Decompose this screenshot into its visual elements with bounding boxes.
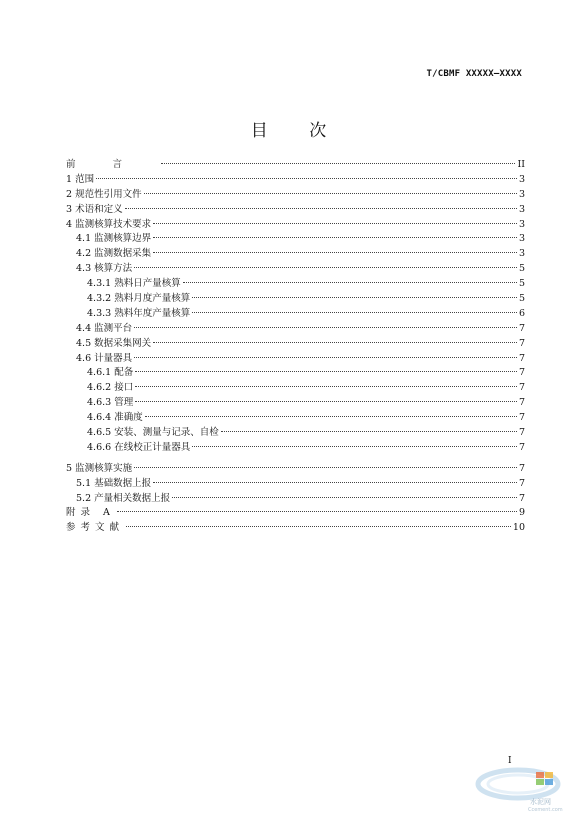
toc-entry[interactable] [66, 462, 525, 477]
watermark-logo [470, 760, 570, 812]
toc-leader-dots [161, 163, 515, 164]
toc-leader-dots [153, 252, 517, 253]
toc-entry-page: 9 [518, 507, 525, 519]
toc-entry[interactable] [66, 247, 525, 262]
standard-code: T/CBMF XXXXX—XXXX [426, 69, 522, 79]
toc-entry-label: 4.6.3 管理 [87, 397, 134, 409]
toc-leader-dots [153, 223, 517, 224]
toc-entry-label: 4.6.1 配备 [87, 367, 134, 379]
toc-leader-dots [134, 357, 517, 358]
toc-entry-label: 5.2 产量相关数据上报 [76, 492, 171, 504]
toc-entry-page: 3 [518, 218, 525, 230]
toc-entry-page: 7 [518, 382, 525, 394]
toc-entry-label: 5.1 基础数据上报 [76, 477, 152, 489]
toc-entry-page: 7 [518, 367, 525, 379]
toc-entry-label: 5 监测核算实施 [66, 462, 133, 474]
toc-leader-dots [192, 312, 517, 313]
toc-entry-label: 4.5 数据采集网关 [76, 337, 152, 349]
toc-entry-page: 7 [518, 397, 525, 409]
toc-entry[interactable] [66, 218, 525, 233]
toc-entry-label: 4.6.4 准确度 [87, 412, 143, 424]
toc-entry[interactable] [66, 262, 525, 277]
toc-entry[interactable] [66, 158, 525, 173]
toc-leader-dots [135, 371, 517, 372]
toc-entry[interactable] [66, 277, 525, 292]
toc-entry-page: 7 [518, 412, 525, 424]
toc-entry-label: 1 范围 [66, 173, 95, 185]
toc-entry[interactable] [66, 352, 525, 367]
toc-entry[interactable] [66, 492, 525, 507]
toc-entry-page: 3 [518, 233, 525, 245]
toc-entry-label: 4.2 监测数据采集 [76, 248, 152, 260]
toc-entry-page: 7 [518, 477, 525, 489]
toc-leader-dots [96, 178, 517, 179]
toc-entry-page: 7 [518, 427, 525, 439]
toc-leader-dots [134, 467, 517, 468]
toc-entry-page: 10 [512, 522, 525, 534]
toc-entry[interactable] [66, 521, 525, 536]
toc-entry-label: 4.3.1 熟料日产量核算 [87, 278, 181, 290]
page-number: I [508, 756, 512, 766]
toc-entry[interactable] [66, 322, 525, 337]
toc-entry-label: 4.6.6 在线校正计量器具 [87, 441, 191, 453]
toc-leader-dots [183, 282, 517, 283]
toc-entry-label: 4.4 监测平台 [76, 322, 133, 334]
toc-entry[interactable] [66, 232, 525, 247]
toc-entry-label: 参考文献 [66, 522, 125, 534]
toc-leader-dots [153, 482, 517, 483]
toc-entry-label: 4.3 核算方法 [76, 263, 133, 275]
toc-entry-page: 3 [518, 188, 525, 200]
toc-entry[interactable] [66, 292, 525, 307]
toc-entry-label: 4.6 计量器具 [76, 352, 133, 364]
toc-entry[interactable] [66, 411, 525, 426]
table-of-contents [66, 158, 525, 536]
watermark-subtext: Ccement.com [528, 807, 563, 812]
toc-entry-page: 7 [518, 352, 525, 364]
toc-leader-dots [192, 446, 517, 447]
toc-entry-page: 7 [518, 492, 525, 504]
toc-entry[interactable] [66, 477, 525, 492]
toc-entry-label: 前言 [66, 159, 160, 170]
toc-entry-page: 5 [518, 278, 525, 290]
toc-entry[interactable] [66, 188, 525, 203]
toc-entry[interactable] [66, 381, 525, 396]
toc-entry-page: II [517, 159, 525, 170]
toc-entry[interactable] [66, 307, 525, 322]
toc-entry-page: 7 [518, 462, 525, 474]
toc-entry-page: 7 [518, 441, 525, 453]
toc-leader-dots [192, 297, 517, 298]
toc-entry-page: 7 [518, 337, 525, 349]
toc-leader-dots [135, 386, 517, 387]
toc-entry-label: 2 规范性引用文件 [66, 188, 142, 200]
toc-leader-dots [126, 526, 511, 527]
toc-leader-dots [135, 401, 517, 402]
watermark-text: 水泥网 [530, 798, 551, 806]
toc-entry-page: 5 [518, 263, 525, 275]
toc-leader-dots [134, 327, 517, 328]
toc-leader-dots [125, 208, 517, 209]
toc-entry-label: 4.3.3 熟料年度产量核算 [87, 307, 191, 319]
toc-leader-dots [117, 511, 517, 512]
toc-entry-page: 6 [518, 307, 525, 319]
toc-leader-dots [221, 431, 517, 432]
toc-entry[interactable] [66, 506, 525, 521]
toc-leader-dots [153, 237, 517, 238]
toc-entry-label: 4.6.5 安装、测量与记录、自检 [87, 427, 219, 439]
toc-entry-label: 4 监测核算技术要求 [66, 218, 152, 230]
toc-entry[interactable] [66, 366, 525, 381]
toc-entry-label: 4.6.2 接口 [87, 382, 134, 394]
toc-entry-page: 5 [518, 293, 525, 305]
toc-entry-label: 附录 A [66, 507, 115, 519]
toc-entry-label: 4.3.2 熟料月度产量核算 [87, 293, 191, 305]
toc-leader-dots [153, 342, 517, 343]
toc-leader-dots [144, 193, 517, 194]
toc-entry[interactable] [66, 396, 525, 411]
toc-leader-dots [134, 267, 517, 268]
toc-entry[interactable] [66, 203, 525, 218]
toc-leader-dots [172, 497, 517, 498]
toc-entry[interactable] [66, 441, 525, 456]
toc-entry-label: 4.1 监测核算边界 [76, 233, 152, 245]
toc-entry-page: 3 [518, 203, 525, 215]
toc-entry-page: 7 [518, 322, 525, 334]
toc-entry[interactable] [66, 173, 525, 188]
toc-entry-page: 3 [518, 248, 525, 260]
toc-entry[interactable] [66, 426, 525, 441]
page-title: 目 次 [250, 121, 345, 141]
toc-entry[interactable] [66, 337, 525, 352]
toc-leader-dots [145, 416, 517, 417]
toc-entry-label: 3 术语和定义 [66, 203, 123, 215]
toc-entry-page: 3 [518, 173, 525, 185]
